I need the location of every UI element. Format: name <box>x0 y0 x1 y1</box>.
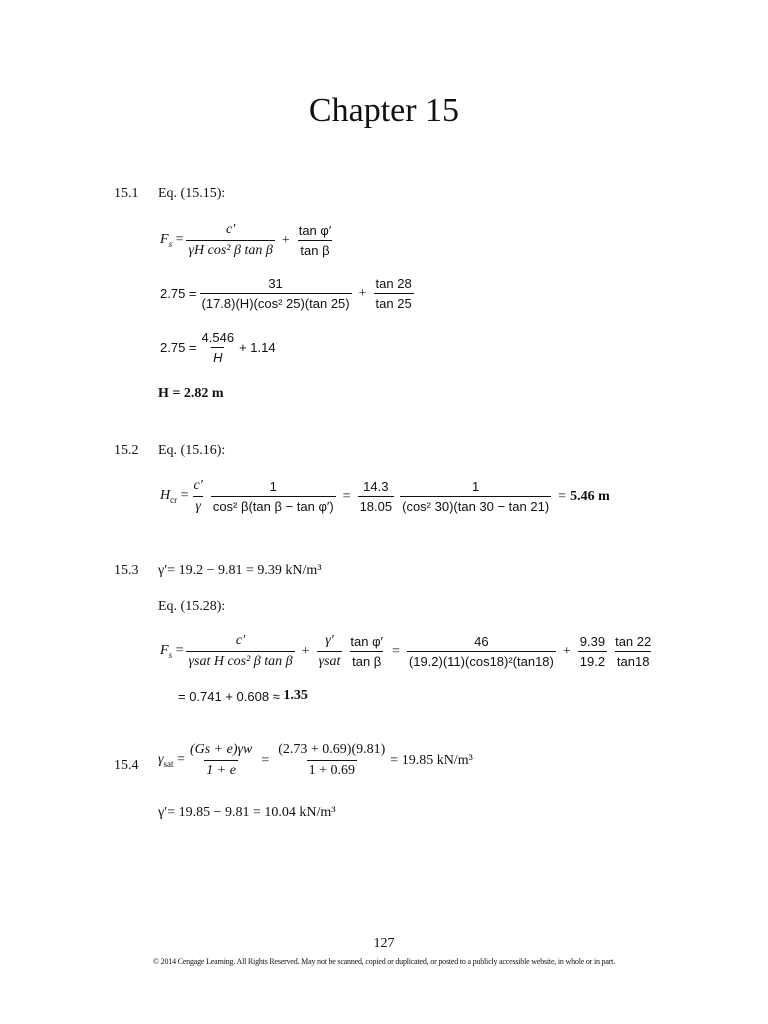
fraction: $\frac{\gamma'}{\text{γsat}}$ <box>318 633 341 669</box>
fraction: $\frac{14.3}{18.05}$ <box>359 479 393 514</box>
problem-number: 15.3 <box>114 563 139 578</box>
equation-reference: Eq. (15.16): <box>158 443 226 458</box>
equation-reference: Eq. (15.28): <box>158 599 226 614</box>
fraction: $\frac{46}{\text{(19.2)(11)(cos18)²(tan18)}}$ <box>408 634 554 669</box>
page-number: 127 <box>373 936 395 951</box>
fraction: $\frac{1}{\text{cos² β(tan β − tan φ′)}}$ <box>212 479 334 514</box>
equation-15-4: $\gamma_{sat}$ = $\frac{(Gs + e)\gamma w}{1 + e}$ = $\frac{(2.73 + 0.69)(9.81)}{1 + 0.69}$ = 19.85 kN/m³ <box>158 742 473 778</box>
fraction: $\frac{c'}{\text{γsat H cos² β tan β}}$ <box>188 633 293 669</box>
equation-15-2: $H_{cr}$ = $\frac{c'}{\gamma}$ $\frac{1}{\text{cos² β(tan β − tan φ′)}}$ = $\frac{14.3}{18.05}$ $\frac{1}{\text{(cos² 30)(tan 30 − tan 21)}}$ = 5.46 m <box>160 478 610 514</box>
equation-15-1-substituted: 2.75 = $\frac{31}{\text{(17.8)(H)(cos² 25)(tan 25)}}$ + $\frac{\tan 28}{\tan 25}$ <box>160 276 412 311</box>
fraction: $\frac{\tan 28}{\tan 25}$ <box>375 276 412 311</box>
result-15-3: = 0.741 + 0.608 ≈ 1.35 <box>178 688 308 704</box>
problem-number: 15.4 <box>114 758 139 773</box>
result-15-2: 5.46 m <box>570 488 610 504</box>
fraction: $\frac{(Gs + e)\gamma w}{1 + e}$ <box>189 742 253 778</box>
result-15-1: H = 2.82 m <box>158 386 224 401</box>
fraction: $\frac{4.546}{H}$ <box>201 330 235 365</box>
fraction: $\frac{c'}{\gamma}$ <box>193 478 203 514</box>
problem-number: 15.1 <box>114 186 139 201</box>
equation-15-1-simplified: 2.75 = $\frac{4.546}{H}$ + 1.14 <box>160 330 276 365</box>
equation-reference: Eq. (15.15): <box>158 186 226 201</box>
fraction: $\frac{31}{\text{(17.8)(H)(cos² 25)(tan 25)}}$ <box>201 276 350 311</box>
equation-15-1-general: $F_s$ = $\frac{c'}{\text{γH cos² β tan β}}$ + $\frac{\text{tan φ′}}{\text{tan β}}$ <box>160 222 332 258</box>
copyright-footer: © 2014 Cengage Learning. All Rights Reserved. May not be scanned, copied or duplicated, or posted to a publicly accessible website, in whole or in part. <box>153 957 615 966</box>
fraction: $\frac{(2.73 + 0.69)(9.81)}{1 + 0.69}$ <box>278 742 386 778</box>
chapter-title: Chapter 15 <box>308 92 460 129</box>
problem-number: 15.2 <box>114 443 139 458</box>
fraction: $\frac{\tan 22}{\tan 18}$ <box>615 634 652 669</box>
equation-15-3: $F_s$ = $\frac{c'}{\text{γsat H cos² β tan β}}$ + $\frac{\gamma'}{\text{γsat}}$ $\frac{\text{tan φ′}}{\text{tan β}}$ = $\frac{46}{\text{(19.2)(11)(cos18)²(tan18)}}$ + $\frac{9.39}{19.2}$ $\frac{\tan 22}{\tan 18}$ <box>160 633 652 669</box>
fraction: $\frac{\text{tan φ′}}{\text{tan β}}$ <box>350 634 383 669</box>
fraction: $\frac{\text{tan φ′}}{\text{tan β}}$ <box>298 223 332 258</box>
fraction: $\frac{1}{\text{(cos² 30)(tan 30 − tan 21)}}$ <box>402 479 550 514</box>
fraction: $\frac{c'}{\text{γH cos² β tan β}}$ <box>188 222 273 258</box>
unit-weight-line: γ′= 19.2 − 9.81 = 9.39 kN/m³ <box>158 563 322 578</box>
fraction: $\frac{9.39}{19.2}$ <box>579 634 606 669</box>
result-15-4: γ′= 19.85 − 9.81 = 10.04 kN/m³ <box>158 805 336 820</box>
